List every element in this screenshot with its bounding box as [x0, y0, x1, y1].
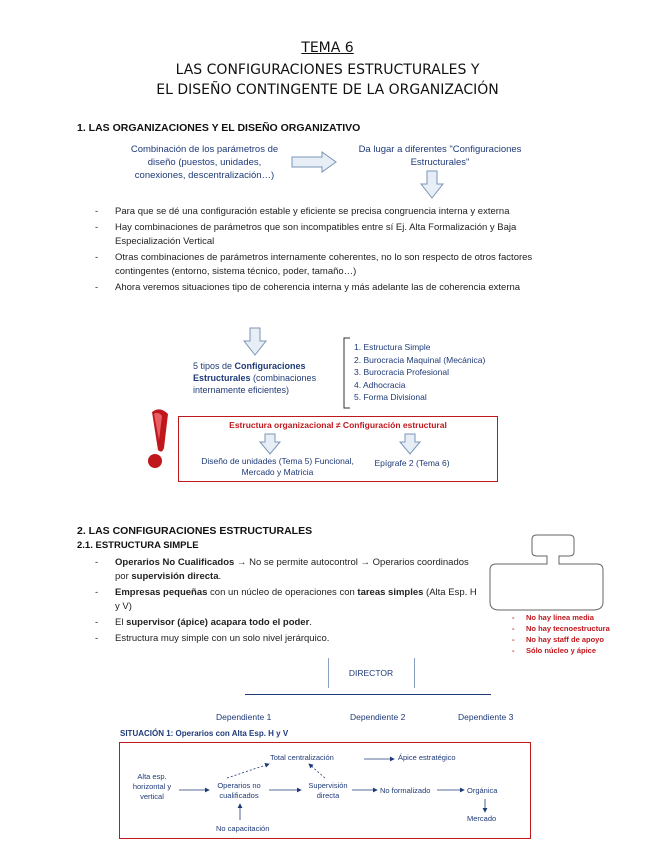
bullet-item: - Hay combinaciones de parámetros que son incompatibles entre sí Ej. Alta Formalización y Baja Especialización Vertical [95, 221, 575, 250]
flow-total: Total centralización [270, 753, 334, 762]
bracket-icon [340, 337, 352, 409]
b1-text1: → No se permite autocontrol → Operarios coordinados por [115, 557, 469, 582]
five-types-post: (combinaciones internamente eficientes) [193, 373, 317, 395]
doc-title-line2: EL DISEÑO CONTINGENTE DE LA ORGANIZACIÓN [156, 82, 499, 98]
flow-nocap: No capacitación [216, 824, 270, 833]
down-arrow-icon [398, 433, 422, 455]
down-arrow-icon [242, 327, 268, 357]
org-hline [245, 694, 491, 695]
org-director: DIRECTOR [348, 668, 394, 678]
note-item: - No hay línea media [512, 613, 594, 622]
flow-mercado: Mercado [467, 814, 497, 823]
b1-bold1: Operarios No Cualificados [115, 557, 235, 568]
org-dep1: Dependiente 1 [216, 712, 272, 722]
redbox-right-text: Epígrafe 2 (Tema 6) [374, 458, 450, 468]
note-item: - Sólo núcleo y ápice [512, 646, 597, 655]
flow-supervision: Supervisión directa [308, 781, 348, 800]
org-dep3: Dependiente 3 [458, 712, 514, 722]
b1-bold2: supervisión directa [131, 571, 219, 582]
b3-text1: El [115, 617, 127, 628]
org-line-right [414, 658, 415, 688]
down-arrow-icon [419, 170, 445, 200]
type-item: 1. Estructura Simple [354, 342, 431, 352]
right-arrow-icon [290, 150, 338, 174]
flow-organica: Orgánica [467, 786, 498, 795]
down-arrow-icon [258, 433, 282, 455]
flow-arrow [309, 764, 325, 778]
five-types-bold: Configuraciones Estructurales [193, 361, 306, 383]
situacion-title: SITUACIÓN 1: Operarios con Alta Esp. H y V [120, 729, 289, 738]
note-item: - No hay tecnoestructura [512, 624, 610, 633]
redbox-title: Estructura organizacional ≠ Configuración estructural [229, 420, 447, 430]
b3-text2: . [309, 617, 312, 628]
section1-bullets [95, 205, 575, 296]
structure-notes [512, 612, 610, 656]
doc-title-line1: LAS CONFIGURACIONES ESTRUCTURALES Y [175, 62, 480, 78]
params-box-text: Combinación de los parámetros de diseño (puestos, unidades, conexiones, descentralización…) [130, 144, 279, 181]
section1-heading: 1. LAS ORGANIZACIONES Y EL DISEÑO ORGANIZATIVO [77, 122, 361, 134]
flow-apice: Ápice estratégico [398, 753, 456, 762]
b2-text2: (Alta Esp. H y V) [115, 587, 477, 612]
bullet-item [95, 586, 480, 614]
exclamation-icon [138, 408, 180, 470]
b1-text2: . [218, 571, 222, 582]
flow-arrow [227, 764, 269, 778]
bullet-item: - Otras combinaciones de parámetros internamente coherentes, no lo son respecto de otros factores contingentes (entorno, sistema técnico, poder, tamaño…) [95, 251, 575, 280]
b2-bold2: tareas simples [357, 587, 424, 598]
b2-bold1: Empresas pequeñas [115, 587, 208, 598]
config-box-text: Da lugar a diferentes "Configuraciones Estructurales" [358, 144, 522, 168]
type-item: 5. Forma Divisional [354, 392, 427, 402]
tema-title: TEMA 6 [301, 40, 354, 56]
five-types-pre: 5 tipos de [193, 361, 235, 371]
redbox-left-text: Diseño de unidades (Tema 5) Funcional, Mercado y Matricia [201, 456, 354, 477]
b2-text1: con un núcleo de operaciones con [207, 587, 358, 598]
bullet-item: - Para que se dé una configuración estable y eficiente se precisa congruencia interna y externa [95, 205, 575, 220]
section2-bullets [95, 556, 480, 647]
bullet-item: - Ahora veremos situaciones tipo de coherencia interna y más adelante las de coherencia externa [95, 281, 575, 296]
structure-shape-icon [487, 534, 607, 614]
section2-subheading: 2.1. ESTRUCTURA SIMPLE [77, 540, 199, 551]
bullet-item: - Estructura muy simple con un solo nivel jerárquico. [95, 632, 480, 646]
flow-noform: No formalizado [380, 786, 431, 795]
bullet-item [95, 556, 480, 584]
type-item: 4. Adhocracia [354, 379, 406, 390]
type-item: 2. Burocracia Maquinal (Mecánica) [354, 354, 486, 365]
section2-heading: 2. LAS CONFIGURACIONES ESTRUCTURALES [77, 525, 313, 537]
note-item: - No hay staff de apoyo [512, 635, 604, 644]
b3-bold1: supervisor (ápice) acapara todo el poder [126, 617, 310, 628]
type-item: 3. Burocracia Profesional [354, 367, 449, 377]
types-list [354, 341, 485, 404]
flow-alta: Alta esp. horizontal y vertical [132, 772, 172, 801]
org-dep2: Dependiente 2 [350, 712, 406, 722]
flow-operarios: Operarios no cualificados [217, 781, 261, 800]
bullet-item [95, 616, 480, 630]
five-types-text [193, 360, 338, 396]
